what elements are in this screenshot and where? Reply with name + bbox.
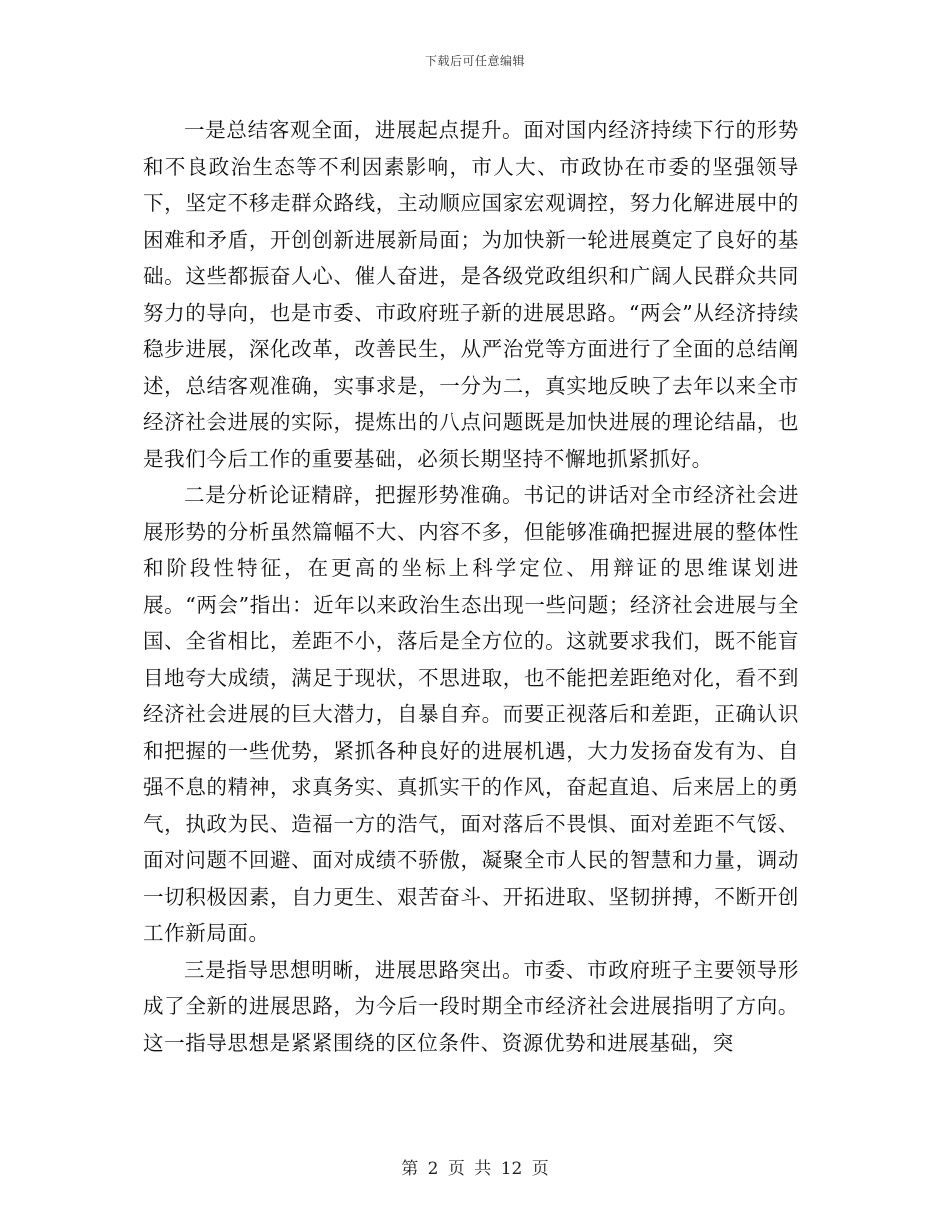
page-footer: 第 2 页 共 12 页 bbox=[401, 1159, 549, 1179]
paragraph-1: 一是总结客观全面，进展起点提升。面对国内经济持续下行的形势和不良政治生态等不利因素影响，市人大、市政协在市委的坚强领导下，坚定不移走群众路线，主动顺应国家宏观调控，努力化解进展中的困难和矛盾，开创创新进展新局面；为加快新一轮进展奠定了良好的基础。这些都振奋人心、催人奋进，是各级党政组织和广阔人民群众共同努力的导向，也是市委、市政府班子新的进展思路。“两会”从经济持续稳步进展，深化改革，改善民生，从严治党等方面进行了全面的总结阐述，总结客观准确，实事求是，一分为二，真实地反映了去年以来全市经济社会进展的实际，提炼出的八点问题既是加快进展的理论结晶，也是我们今后工作的重要基础，必须长期坚持不懈地抓紧抓好。 bbox=[143, 118, 799, 471]
paragraph-3: 三是指导思想明晰，进展思路突出。市委、市政府班子主要领导形成了全新的进展思路，为今后一段时期全市经济社会进展指明了方向。这一指导思想是紧紧围绕的区位条件、资源优势和进展基础，突 bbox=[143, 957, 799, 1055]
document-body bbox=[143, 112, 799, 1061]
page-header: 下载后可任意编辑 bbox=[424, 54, 525, 68]
paragraph-2: 二是分析论证精辟，把握形势准确。书记的讲话对全市经济社会进展形势的分析虽然篇幅不大、内容不多，但能够准确把握进展的整体性和阶段性特征，在更高的坐标上科学定位、用辩证的思维谋划进展。“两会”指出：近年以来政治生态出现一些问题；经济社会进展与全国、全省相比，差距不小，落后是全方位的。这就要求我们，既不能盲目地夸大成绩，满足于现状，不思进取，也不能把差距绝对化，看不到经济社会进展的巨大潜力，自暴自弃。而要正视落后和差距，正确认识和把握的一些优势，紧抓各种良好的进展机遇，大力发扬奋发有为、自强不息的精神，求真务实、真抓实干的作风，奋起直追、后来居上的勇气，执政为民、造福一方的浩气，面对落后不畏惧、面对差距不气馁、面对问题不回避、面对成绩不骄傲，凝聚全市人民的智慧和力量，调动一切积极因素，自力更生、艰苦奋斗、开拓进取、坚韧拼搏，不断开创工作新局面。 bbox=[143, 483, 799, 945]
